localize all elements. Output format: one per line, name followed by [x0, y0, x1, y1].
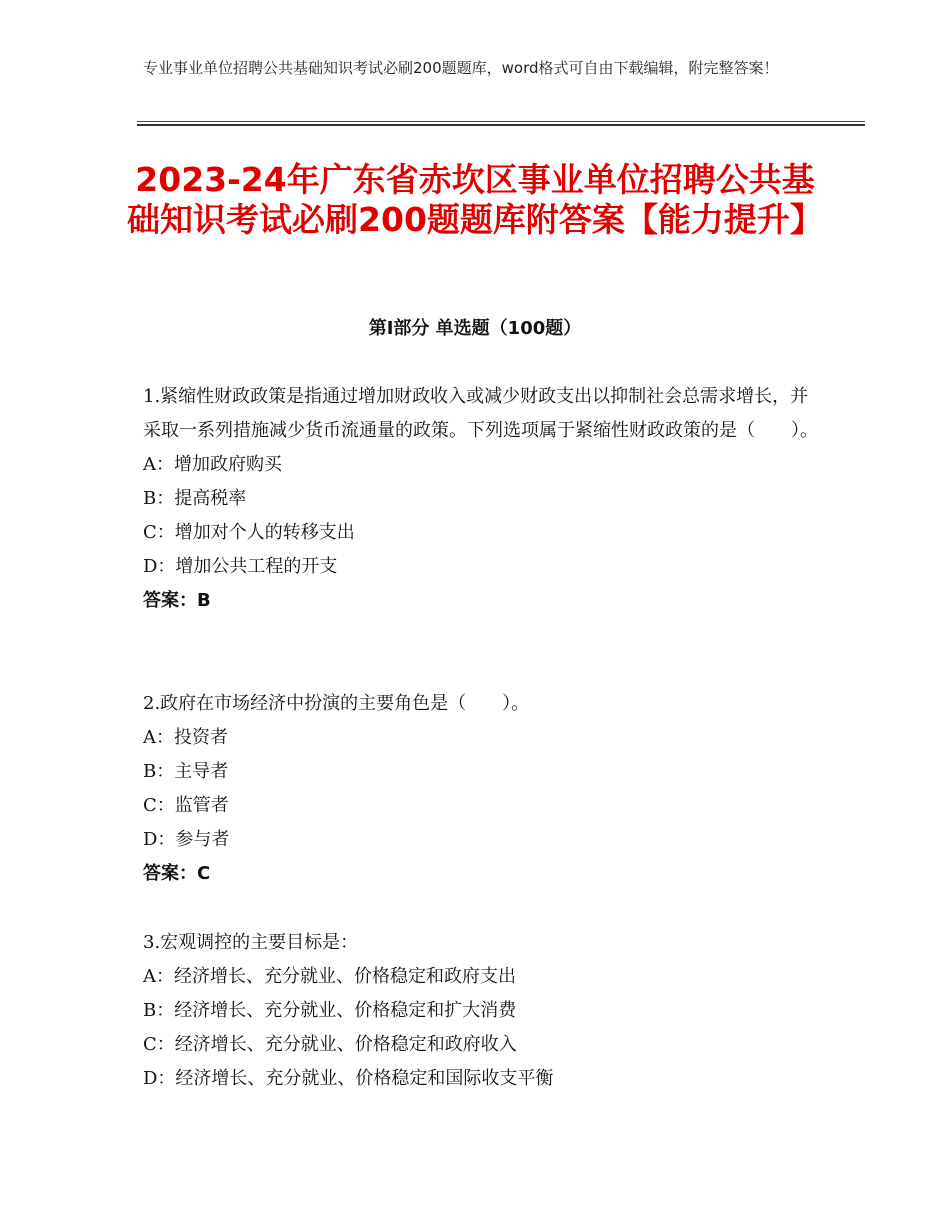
option-b: B：提高税率 [143, 488, 247, 509]
option-d: D：参与者 [143, 829, 230, 850]
option-a: A：增加政府购买 [143, 454, 282, 475]
option-b: B：经济增长、充分就业、价格稳定和扩大消费 [143, 1000, 517, 1021]
answer: 答案：B [143, 590, 211, 611]
question-1 [143, 380, 823, 618]
option-b: B：主导者 [143, 761, 229, 782]
question-stem: 3.宏观调控的主要目标是： [143, 932, 359, 953]
header-note: 专业事业单位招聘公共基础知识考试必刷200题题库，word格式可自由下载编辑，附完整答案！ [143, 59, 779, 77]
question-stem: 1.紧缩性财政政策是指通过增加财政收入或减少财政支出以抑制社会总需求增长，并采取一系列措施减少货币流通量的政策。下列选项属于紧缩性财政政策的是（ ）。 [143, 386, 818, 441]
header-divider-thick [137, 124, 865, 126]
question-2 [143, 687, 823, 891]
document-title: 2023-24年广东省赤坎区事业单位招聘公共基础知识考试必刷200题题库附答案【能力提升】 [127, 160, 823, 239]
section-title: 第Ⅰ部分 单选题（100题） [368, 318, 582, 339]
question-stem: 2.政府在市场经济中扮演的主要角色是（ ）。 [143, 693, 530, 714]
option-c: C：经济增长、充分就业、价格稳定和政府收入 [143, 1034, 517, 1055]
option-a: A：经济增长、充分就业、价格稳定和政府支出 [143, 966, 516, 987]
option-a: A：投资者 [143, 727, 228, 748]
option-c: C：监管者 [143, 795, 229, 816]
option-d: D：经济增长、充分就业、价格稳定和国际收支平衡 [143, 1068, 554, 1089]
option-c: C：增加对个人的转移支出 [143, 522, 355, 543]
header-divider-thin [137, 121, 865, 122]
option-d: D：增加公共工程的开支 [143, 556, 338, 577]
question-3 [143, 926, 823, 1096]
answer: 答案：C [143, 863, 211, 884]
